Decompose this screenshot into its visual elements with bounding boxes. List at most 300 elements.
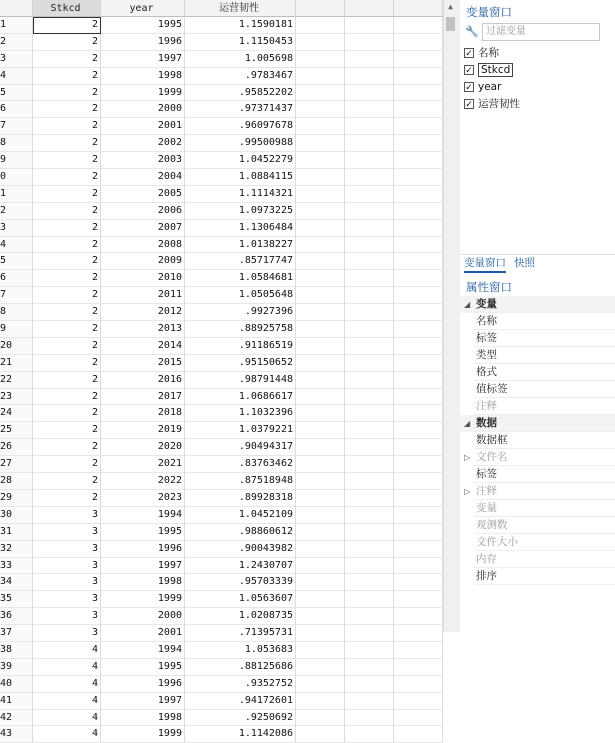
cell-resilience[interactable]: .98860612 <box>185 524 296 541</box>
column-header-empty-2[interactable] <box>345 0 394 17</box>
row-number[interactable]: 4 <box>0 237 33 254</box>
cell-empty[interactable] <box>296 422 345 439</box>
cell-empty[interactable] <box>345 237 394 254</box>
cell-stkcd[interactable]: 3 <box>33 558 101 575</box>
cell-empty[interactable] <box>345 372 394 389</box>
cell-resilience[interactable]: .95150652 <box>185 355 296 372</box>
cell-empty[interactable] <box>394 625 443 642</box>
table-row[interactable] <box>0 524 443 541</box>
cell-empty[interactable] <box>345 17 394 34</box>
cell-empty[interactable] <box>345 574 394 591</box>
row-number[interactable]: 5 <box>0 253 33 270</box>
property-row[interactable] <box>460 381 615 398</box>
table-row[interactable] <box>0 85 443 102</box>
cell-empty[interactable] <box>345 726 394 743</box>
cell-resilience[interactable]: .88125686 <box>185 659 296 676</box>
cell-stkcd[interactable]: 4 <box>33 693 101 710</box>
cell-empty[interactable] <box>394 405 443 422</box>
cell-empty[interactable] <box>345 439 394 456</box>
table-row[interactable] <box>0 287 443 304</box>
cell-empty[interactable] <box>345 203 394 220</box>
table-row[interactable] <box>0 625 443 642</box>
table-row[interactable] <box>0 558 443 575</box>
cell-empty[interactable] <box>345 287 394 304</box>
cell-empty[interactable] <box>296 473 345 490</box>
table-row[interactable] <box>0 101 443 118</box>
variable-checkbox[interactable]: ✓ <box>465 99 473 110</box>
row-number[interactable]: 41 <box>0 693 33 710</box>
property-row[interactable] <box>460 534 615 551</box>
row-number[interactable]: 22 <box>0 372 33 389</box>
cell-empty[interactable] <box>345 591 394 608</box>
row-number[interactable]: 8 <box>0 135 33 152</box>
cell-stkcd[interactable]: 4 <box>33 676 101 693</box>
cell-empty[interactable] <box>296 203 345 220</box>
row-number[interactable]: 9 <box>0 321 33 338</box>
cell-empty[interactable] <box>296 338 345 355</box>
cell-year[interactable]: 2014 <box>101 338 185 355</box>
row-number[interactable]: 26 <box>0 439 33 456</box>
cell-year[interactable]: 2000 <box>101 608 185 625</box>
cell-empty[interactable] <box>296 186 345 203</box>
table-row[interactable] <box>0 237 443 254</box>
cell-resilience[interactable]: .90494317 <box>185 439 296 456</box>
cell-resilience[interactable]: 1.0973225 <box>185 203 296 220</box>
cell-resilience[interactable]: .85717747 <box>185 253 296 270</box>
scroll-up-icon[interactable]: ▲ <box>448 2 453 11</box>
cell-empty[interactable] <box>345 473 394 490</box>
cell-resilience[interactable]: .71395731 <box>185 625 296 642</box>
cell-empty[interactable] <box>296 372 345 389</box>
cell-empty[interactable] <box>394 726 443 743</box>
table-row[interactable] <box>0 68 443 85</box>
cell-year[interactable]: 2001 <box>101 625 185 642</box>
cell-year[interactable]: 2022 <box>101 473 185 490</box>
cell-empty[interactable] <box>394 304 443 321</box>
cell-resilience[interactable]: .90043982 <box>185 541 296 558</box>
cell-empty[interactable] <box>345 135 394 152</box>
property-row[interactable] <box>460 398 615 415</box>
table-row[interactable] <box>0 473 443 490</box>
table-row[interactable] <box>0 253 443 270</box>
cell-empty[interactable] <box>296 237 345 254</box>
cell-empty[interactable] <box>394 85 443 102</box>
cell-year[interactable]: 2021 <box>101 456 185 473</box>
cell-empty[interactable] <box>345 253 394 270</box>
cell-stkcd[interactable]: 2 <box>33 253 101 270</box>
cell-resilience[interactable]: .96097678 <box>185 118 296 135</box>
cell-stkcd[interactable]: 2 <box>33 101 101 118</box>
cell-resilience[interactable]: 1.1306484 <box>185 220 296 237</box>
cell-empty[interactable] <box>345 456 394 473</box>
cell-stkcd[interactable]: 2 <box>33 473 101 490</box>
cell-empty[interactable] <box>345 118 394 135</box>
row-number[interactable]: 29 <box>0 490 33 507</box>
cell-empty[interactable] <box>345 625 394 642</box>
cell-resilience[interactable]: 1.2430707 <box>185 558 296 575</box>
cell-empty[interactable] <box>345 405 394 422</box>
table-row[interactable] <box>0 676 443 693</box>
row-number[interactable]: 38 <box>0 642 33 659</box>
cell-empty[interactable] <box>394 456 443 473</box>
cell-empty[interactable] <box>296 541 345 558</box>
cell-stkcd[interactable]: 2 <box>33 490 101 507</box>
cell-empty[interactable] <box>394 118 443 135</box>
cell-empty[interactable] <box>345 524 394 541</box>
row-number[interactable]: 21 <box>0 355 33 372</box>
variable-checkbox[interactable]: ✓ <box>465 65 473 76</box>
cell-empty[interactable] <box>345 152 394 169</box>
property-row[interactable] <box>460 347 615 364</box>
cell-empty[interactable] <box>296 591 345 608</box>
cell-empty[interactable] <box>394 473 443 490</box>
cell-empty[interactable] <box>345 507 394 524</box>
row-number[interactable]: 23 <box>0 389 33 406</box>
cell-stkcd[interactable]: 3 <box>33 524 101 541</box>
property-row[interactable] <box>460 517 615 534</box>
cell-empty[interactable] <box>394 490 443 507</box>
cell-empty[interactable] <box>345 270 394 287</box>
cell-empty[interactable] <box>296 51 345 68</box>
cell-year[interactable]: 2019 <box>101 422 185 439</box>
row-number-header[interactable] <box>0 0 33 17</box>
cell-resilience[interactable]: .87518948 <box>185 473 296 490</box>
cell-resilience[interactable]: .94172601 <box>185 693 296 710</box>
row-number[interactable]: 36 <box>0 608 33 625</box>
cell-resilience[interactable]: 1.1032396 <box>185 405 296 422</box>
cell-year[interactable]: 2000 <box>101 101 185 118</box>
cell-empty[interactable] <box>394 68 443 85</box>
table-row[interactable] <box>0 659 443 676</box>
row-number[interactable]: 2 <box>0 34 33 51</box>
cell-year[interactable]: 1995 <box>101 17 185 34</box>
cell-resilience[interactable]: 1.0452109 <box>185 507 296 524</box>
table-row[interactable] <box>0 507 443 524</box>
cell-year[interactable]: 1999 <box>101 591 185 608</box>
cell-stkcd[interactable]: 2 <box>33 186 101 203</box>
row-number[interactable]: 3 <box>0 51 33 68</box>
row-number[interactable]: 0 <box>0 169 33 186</box>
cell-empty[interactable] <box>296 676 345 693</box>
expand-icon[interactable]: ▷ <box>464 487 471 496</box>
cell-empty[interactable] <box>345 710 394 727</box>
cell-empty[interactable] <box>394 355 443 372</box>
cell-empty[interactable] <box>345 51 394 68</box>
variable-list-header[interactable] <box>460 44 610 61</box>
cell-empty[interactable] <box>296 270 345 287</box>
cell-empty[interactable] <box>296 253 345 270</box>
cell-stkcd[interactable]: 3 <box>33 625 101 642</box>
cell-year[interactable]: 1995 <box>101 524 185 541</box>
row-number[interactable]: 2 <box>0 203 33 220</box>
cell-stkcd[interactable]: 2 <box>33 389 101 406</box>
cell-stkcd[interactable]: 4 <box>33 642 101 659</box>
cell-year[interactable]: 2008 <box>101 237 185 254</box>
tab-variables[interactable]: 变量窗口 <box>464 255 506 273</box>
cell-resilience[interactable]: 1.0884115 <box>185 169 296 186</box>
cell-year[interactable]: 2023 <box>101 490 185 507</box>
cell-stkcd[interactable]: 2 <box>33 304 101 321</box>
cell-empty[interactable] <box>394 34 443 51</box>
cell-empty[interactable] <box>394 51 443 68</box>
cell-stkcd[interactable]: 2 <box>33 17 101 34</box>
filter-input[interactable]: 过滤变量 <box>482 23 600 41</box>
cell-resilience[interactable]: .9927396 <box>185 304 296 321</box>
column-header-empty-1[interactable] <box>296 0 345 17</box>
cell-year[interactable]: 1999 <box>101 726 185 743</box>
cell-empty[interactable] <box>345 642 394 659</box>
cell-resilience[interactable]: 1.0379221 <box>185 422 296 439</box>
cell-empty[interactable] <box>296 135 345 152</box>
cell-year[interactable]: 1997 <box>101 51 185 68</box>
row-number[interactable]: 6 <box>0 270 33 287</box>
table-row[interactable] <box>0 321 443 338</box>
cell-stkcd[interactable]: 2 <box>33 169 101 186</box>
cell-empty[interactable] <box>394 321 443 338</box>
property-row[interactable] <box>460 313 615 330</box>
row-number[interactable]: 30 <box>0 507 33 524</box>
cell-year[interactable]: 2018 <box>101 405 185 422</box>
cell-empty[interactable] <box>345 34 394 51</box>
cell-empty[interactable] <box>394 287 443 304</box>
cell-stkcd[interactable]: 2 <box>33 456 101 473</box>
cell-year[interactable]: 2017 <box>101 389 185 406</box>
table-row[interactable] <box>0 17 443 34</box>
cell-year[interactable]: 1998 <box>101 68 185 85</box>
cell-year[interactable]: 1998 <box>101 710 185 727</box>
cell-stkcd[interactable]: 3 <box>33 541 101 558</box>
property-row[interactable] <box>460 568 615 585</box>
table-row[interactable] <box>0 152 443 169</box>
property-group[interactable] <box>460 296 615 313</box>
cell-empty[interactable] <box>296 608 345 625</box>
cell-empty[interactable] <box>296 304 345 321</box>
row-number[interactable]: 6 <box>0 101 33 118</box>
cell-empty[interactable] <box>296 574 345 591</box>
row-number[interactable]: 39 <box>0 659 33 676</box>
cell-year[interactable]: 1997 <box>101 558 185 575</box>
table-row[interactable] <box>0 338 443 355</box>
cell-empty[interactable] <box>296 693 345 710</box>
cell-resilience[interactable]: 1.1150453 <box>185 34 296 51</box>
cell-stkcd[interactable]: 2 <box>33 68 101 85</box>
cell-empty[interactable] <box>394 659 443 676</box>
cell-resilience[interactable]: .99500988 <box>185 135 296 152</box>
cell-stkcd[interactable]: 2 <box>33 405 101 422</box>
cell-stkcd[interactable]: 2 <box>33 439 101 456</box>
table-row[interactable] <box>0 405 443 422</box>
property-row[interactable] <box>460 551 615 568</box>
cell-empty[interactable] <box>296 118 345 135</box>
cell-year[interactable]: 2003 <box>101 152 185 169</box>
row-number[interactable]: 8 <box>0 304 33 321</box>
cell-year[interactable]: 1996 <box>101 34 185 51</box>
row-number[interactable]: 3 <box>0 220 33 237</box>
cell-resilience[interactable]: 1.0686617 <box>185 389 296 406</box>
header-checkbox[interactable]: ✓ <box>465 48 473 59</box>
row-number[interactable]: 37 <box>0 625 33 642</box>
cell-empty[interactable] <box>345 304 394 321</box>
cell-empty[interactable] <box>296 287 345 304</box>
cell-year[interactable]: 2016 <box>101 372 185 389</box>
cell-empty[interactable] <box>394 591 443 608</box>
variable-checkbox[interactable]: ✓ <box>465 82 473 93</box>
row-number[interactable]: 25 <box>0 422 33 439</box>
table-row[interactable] <box>0 422 443 439</box>
cell-empty[interactable] <box>296 85 345 102</box>
row-number[interactable]: 35 <box>0 591 33 608</box>
cell-stkcd[interactable]: 2 <box>33 118 101 135</box>
cell-empty[interactable] <box>296 34 345 51</box>
cell-resilience[interactable]: 1.0584681 <box>185 270 296 287</box>
cell-stkcd[interactable]: 4 <box>33 710 101 727</box>
row-number[interactable]: 32 <box>0 541 33 558</box>
column-header-empty-3[interactable] <box>394 0 443 17</box>
variable-item-year[interactable] <box>460 78 610 95</box>
cell-empty[interactable] <box>394 338 443 355</box>
table-row[interactable] <box>0 270 443 287</box>
table-row[interactable] <box>0 169 443 186</box>
cell-empty[interactable] <box>296 726 345 743</box>
cell-year[interactable]: 1996 <box>101 541 185 558</box>
cell-resilience[interactable]: 1.0452279 <box>185 152 296 169</box>
table-row[interactable] <box>0 135 443 152</box>
cell-empty[interactable] <box>296 507 345 524</box>
cell-empty[interactable] <box>394 439 443 456</box>
cell-empty[interactable] <box>345 355 394 372</box>
cell-stkcd[interactable]: 2 <box>33 220 101 237</box>
cell-stkcd[interactable]: 2 <box>33 338 101 355</box>
row-number[interactable]: 20 <box>0 338 33 355</box>
cell-stkcd[interactable]: 2 <box>33 237 101 254</box>
cell-year[interactable]: 1994 <box>101 642 185 659</box>
cell-resilience[interactable]: 1.0505648 <box>185 287 296 304</box>
cell-year[interactable]: 2012 <box>101 304 185 321</box>
cell-stkcd[interactable]: 4 <box>33 659 101 676</box>
cell-year[interactable]: 1996 <box>101 676 185 693</box>
cell-empty[interactable] <box>345 389 394 406</box>
cell-empty[interactable] <box>345 676 394 693</box>
cell-empty[interactable] <box>296 152 345 169</box>
cell-empty[interactable] <box>296 355 345 372</box>
cell-empty[interactable] <box>296 558 345 575</box>
cell-empty[interactable] <box>394 169 443 186</box>
table-row[interactable] <box>0 51 443 68</box>
cell-empty[interactable] <box>345 608 394 625</box>
property-row[interactable] <box>460 500 615 517</box>
table-row[interactable] <box>0 490 443 507</box>
cell-resilience[interactable]: .83763462 <box>185 456 296 473</box>
row-number[interactable]: 1 <box>0 17 33 34</box>
property-row[interactable] <box>460 330 615 347</box>
cell-empty[interactable] <box>345 693 394 710</box>
wrench-icon[interactable]: 🔧 <box>465 25 479 38</box>
cell-empty[interactable] <box>296 389 345 406</box>
cell-stkcd[interactable]: 2 <box>33 270 101 287</box>
cell-empty[interactable] <box>296 659 345 676</box>
cell-resilience[interactable]: 1.0563607 <box>185 591 296 608</box>
cell-year[interactable]: 2006 <box>101 203 185 220</box>
cell-stkcd[interactable]: 3 <box>33 608 101 625</box>
tab-snapshots[interactable]: 快照 <box>514 257 535 269</box>
cell-empty[interactable] <box>345 659 394 676</box>
cell-year[interactable]: 2015 <box>101 355 185 372</box>
cell-year[interactable]: 2002 <box>101 135 185 152</box>
row-number[interactable]: 9 <box>0 152 33 169</box>
cell-year[interactable]: 2013 <box>101 321 185 338</box>
table-row[interactable] <box>0 220 443 237</box>
table-row[interactable] <box>0 372 443 389</box>
row-number[interactable]: 1 <box>0 186 33 203</box>
table-row[interactable] <box>0 34 443 51</box>
cell-empty[interactable] <box>394 541 443 558</box>
row-number[interactable]: 42 <box>0 710 33 727</box>
cell-stkcd[interactable]: 2 <box>33 287 101 304</box>
cell-empty[interactable] <box>394 203 443 220</box>
cell-resilience[interactable]: 1.0138227 <box>185 237 296 254</box>
cell-year[interactable]: 1999 <box>101 85 185 102</box>
property-row[interactable] <box>460 364 615 381</box>
cell-stkcd[interactable]: 2 <box>33 203 101 220</box>
cell-empty[interactable] <box>345 169 394 186</box>
scroll-thumb[interactable] <box>446 17 455 31</box>
cell-stkcd[interactable]: 3 <box>33 591 101 608</box>
table-row[interactable] <box>0 642 443 659</box>
row-number[interactable]: 5 <box>0 85 33 102</box>
row-number[interactable]: 34 <box>0 574 33 591</box>
cell-resilience[interactable]: .97371437 <box>185 101 296 118</box>
cell-empty[interactable] <box>394 270 443 287</box>
property-row[interactable] <box>460 483 615 500</box>
cell-empty[interactable] <box>394 101 443 118</box>
cell-stkcd[interactable]: 2 <box>33 51 101 68</box>
cell-empty[interactable] <box>394 253 443 270</box>
row-number[interactable]: 33 <box>0 558 33 575</box>
cell-resilience[interactable]: 1.053683 <box>185 642 296 659</box>
cell-empty[interactable] <box>296 524 345 541</box>
table-row[interactable] <box>0 693 443 710</box>
row-number[interactable]: 24 <box>0 405 33 422</box>
table-row[interactable] <box>0 591 443 608</box>
variable-item-stkcd[interactable] <box>460 61 610 78</box>
cell-resilience[interactable]: .9352752 <box>185 676 296 693</box>
collapse-icon[interactable]: ◢ <box>464 300 471 309</box>
cell-empty[interactable] <box>345 490 394 507</box>
cell-empty[interactable] <box>345 85 394 102</box>
column-header-stkcd[interactable]: Stkcd <box>33 0 101 17</box>
column-header-year[interactable]: year <box>101 0 185 17</box>
cell-year[interactable]: 2001 <box>101 118 185 135</box>
table-row[interactable] <box>0 574 443 591</box>
cell-resilience[interactable]: .9783467 <box>185 68 296 85</box>
cell-year[interactable]: 1995 <box>101 659 185 676</box>
cell-empty[interactable] <box>394 574 443 591</box>
cell-resilience[interactable]: .89928318 <box>185 490 296 507</box>
cell-resilience[interactable]: .9250692 <box>185 710 296 727</box>
table-row[interactable] <box>0 456 443 473</box>
grid-vertical-scrollbar[interactable] <box>443 0 457 632</box>
cell-year[interactable]: 2007 <box>101 220 185 237</box>
cell-stkcd[interactable]: 3 <box>33 507 101 524</box>
row-number[interactable]: 43 <box>0 726 33 743</box>
cell-empty[interactable] <box>296 456 345 473</box>
cell-empty[interactable] <box>296 17 345 34</box>
table-row[interactable] <box>0 355 443 372</box>
table-row[interactable] <box>0 118 443 135</box>
cell-stkcd[interactable]: 2 <box>33 34 101 51</box>
cell-stkcd[interactable]: 2 <box>33 135 101 152</box>
row-number[interactable]: 7 <box>0 287 33 304</box>
